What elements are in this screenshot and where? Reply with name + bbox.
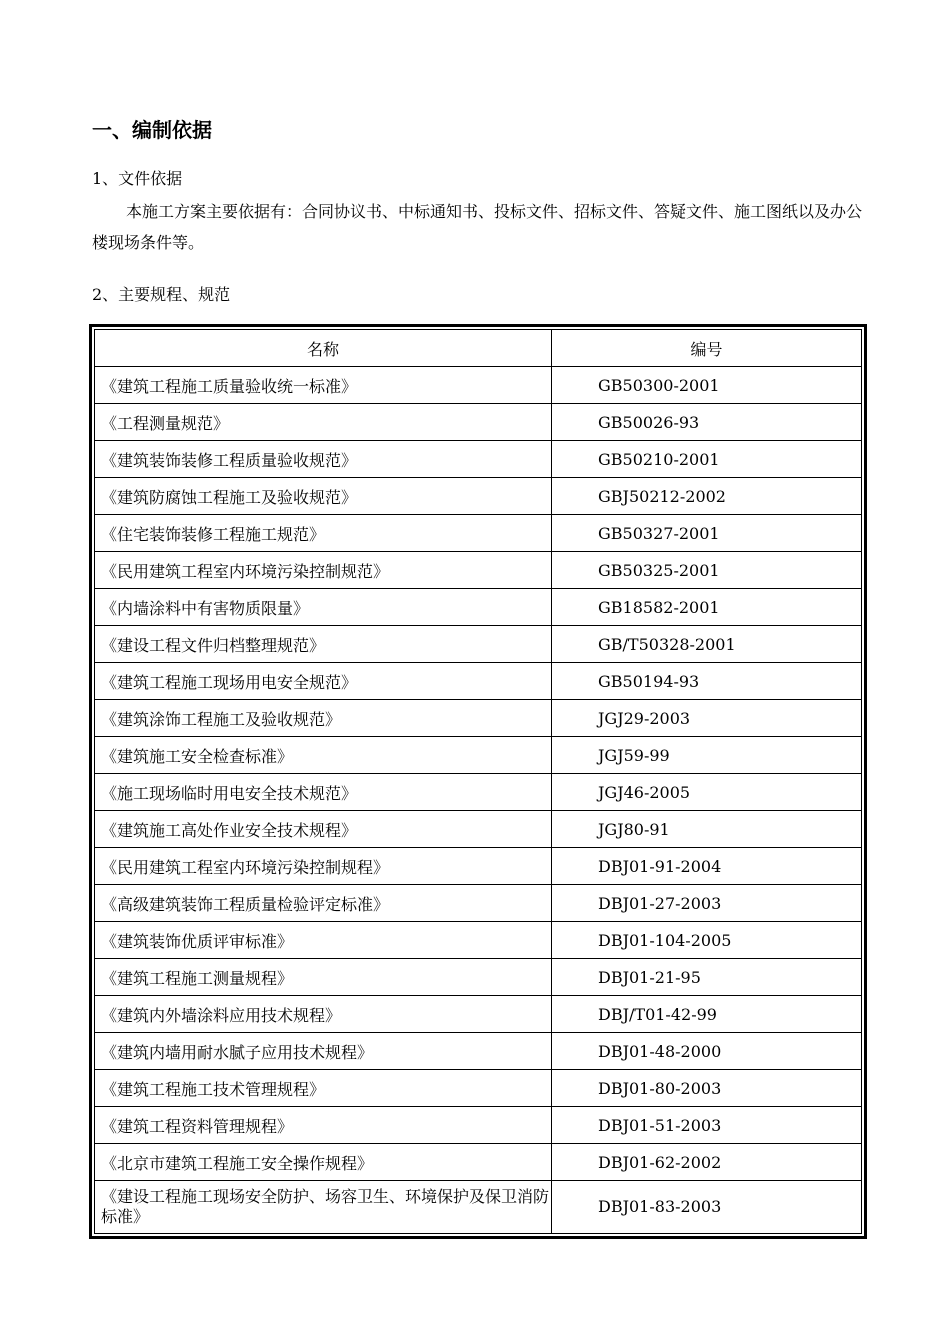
regulation-code: DBJ/T01-42-99: [552, 996, 862, 1033]
table-row: [95, 774, 862, 811]
regulation-code: DBJ01-48-2000: [552, 1033, 862, 1070]
regulation-code: DBJ01-21-95: [552, 959, 862, 996]
table-row: [95, 959, 862, 996]
header-code: 编号: [552, 330, 862, 367]
regulation-name: 《建筑施工安全检查标准》: [95, 737, 552, 774]
regulation-name: 《建筑防腐蚀工程施工及验收规范》: [95, 478, 552, 515]
regulation-code: JGJ29-2003: [552, 700, 862, 737]
regulation-code: JGJ46-2005: [552, 774, 862, 811]
table-row: [95, 737, 862, 774]
table-row: [95, 1144, 862, 1181]
table-row: [95, 404, 862, 441]
regulation-code: DBJ01-62-2002: [552, 1144, 862, 1181]
regulation-code: GB50327-2001: [552, 515, 862, 552]
subsection-title-document-basis: 1、文件依据: [92, 169, 183, 188]
regulation-code: GB50026-93: [552, 404, 862, 441]
regulation-code: GBJ50212-2002: [552, 478, 862, 515]
table-header-row: [95, 330, 862, 367]
table-row: [95, 478, 862, 515]
regulation-code: DBJ01-104-2005: [552, 922, 862, 959]
table-row: [95, 885, 862, 922]
regulation-name: 《建筑工程施工技术管理规程》: [95, 1070, 552, 1107]
regulation-name: 《施工现场临时用电安全技术规范》: [95, 774, 552, 811]
regulation-code: GB50194-93: [552, 663, 862, 700]
table-row: [95, 552, 862, 589]
table-row: [95, 1033, 862, 1070]
regulation-code: DBJ01-27-2003: [552, 885, 862, 922]
regulation-code: GB50210-2001: [552, 441, 862, 478]
regulations-table-frame: [89, 324, 867, 1239]
regulation-name: 《建设工程施工现场安全防护、场容卫生、环境保护及保卫消防标准》: [95, 1181, 552, 1234]
table-row: [95, 367, 862, 404]
table-body: [95, 367, 862, 1234]
regulation-name: 《住宅装饰装修工程施工规范》: [95, 515, 552, 552]
subsection-title-regulations: 2、主要规程、规范: [92, 285, 231, 304]
regulation-name: 《建筑施工高处作业安全技术规程》: [95, 811, 552, 848]
regulations-table: [94, 329, 862, 1234]
table-row: [95, 1181, 862, 1234]
regulation-name: 《内墙涂料中有害物质限量》: [95, 589, 552, 626]
table-row: [95, 996, 862, 1033]
regulation-name: 《建筑工程施工测量规程》: [95, 959, 552, 996]
regulation-code: DBJ01-83-2003: [552, 1181, 862, 1234]
regulation-name: 《高级建筑装饰工程质量检验评定标准》: [95, 885, 552, 922]
table-row: [95, 626, 862, 663]
regulation-code: GB50325-2001: [552, 552, 862, 589]
regulation-name: 《建筑装饰优质评审标准》: [95, 922, 552, 959]
regulation-name: 《北京市建筑工程施工安全操作规程》: [95, 1144, 552, 1181]
regulation-code: GB/T50328-2001: [552, 626, 862, 663]
regulation-name: 《民用建筑工程室内环境污染控制规范》: [95, 552, 552, 589]
regulation-name: 《建筑涂饰工程施工及验收规范》: [95, 700, 552, 737]
table-row: [95, 1070, 862, 1107]
regulation-name: 《建筑工程施工现场用电安全规范》: [95, 663, 552, 700]
regulation-name: 《建筑装饰装修工程质量验收规范》: [95, 441, 552, 478]
section-heading: 一、编制依据: [92, 118, 212, 142]
regulation-code: DBJ01-80-2003: [552, 1070, 862, 1107]
regulation-name: 《建设工程文件归档整理规范》: [95, 626, 552, 663]
table-row: [95, 1107, 862, 1144]
table-row: [95, 441, 862, 478]
regulation-name: 《建筑内外墙涂料应用技术规程》: [95, 996, 552, 1033]
regulation-code: DBJ01-51-2003: [552, 1107, 862, 1144]
regulation-code: GB18582-2001: [552, 589, 862, 626]
table-row: [95, 811, 862, 848]
regulation-code: GB50300-2001: [552, 367, 862, 404]
regulation-name: 《民用建筑工程室内环境污染控制规程》: [95, 848, 552, 885]
regulation-name: 《建筑工程资料管理规程》: [95, 1107, 552, 1144]
table-row: [95, 515, 862, 552]
regulation-code: JGJ59-99: [552, 737, 862, 774]
regulation-name: 《建筑内墙用耐水腻子应用技术规程》: [95, 1033, 552, 1070]
regulation-name: 《建筑工程施工质量验收统一标准》: [95, 367, 552, 404]
header-name: 名称: [95, 330, 552, 367]
basis-paragraph: 本施工方案主要依据有：合同协议书、中标通知书、投标文件、招标文件、答疑文件、施工图纸以及办公楼现场条件等。: [92, 202, 863, 252]
table-row: [95, 663, 862, 700]
table-row: [95, 922, 862, 959]
table-row: [95, 848, 862, 885]
regulation-code: DBJ01-91-2004: [552, 848, 862, 885]
regulation-name: 《工程测量规范》: [95, 404, 552, 441]
regulation-code: JGJ80-91: [552, 811, 862, 848]
table-row: [95, 589, 862, 626]
table-row: [95, 700, 862, 737]
